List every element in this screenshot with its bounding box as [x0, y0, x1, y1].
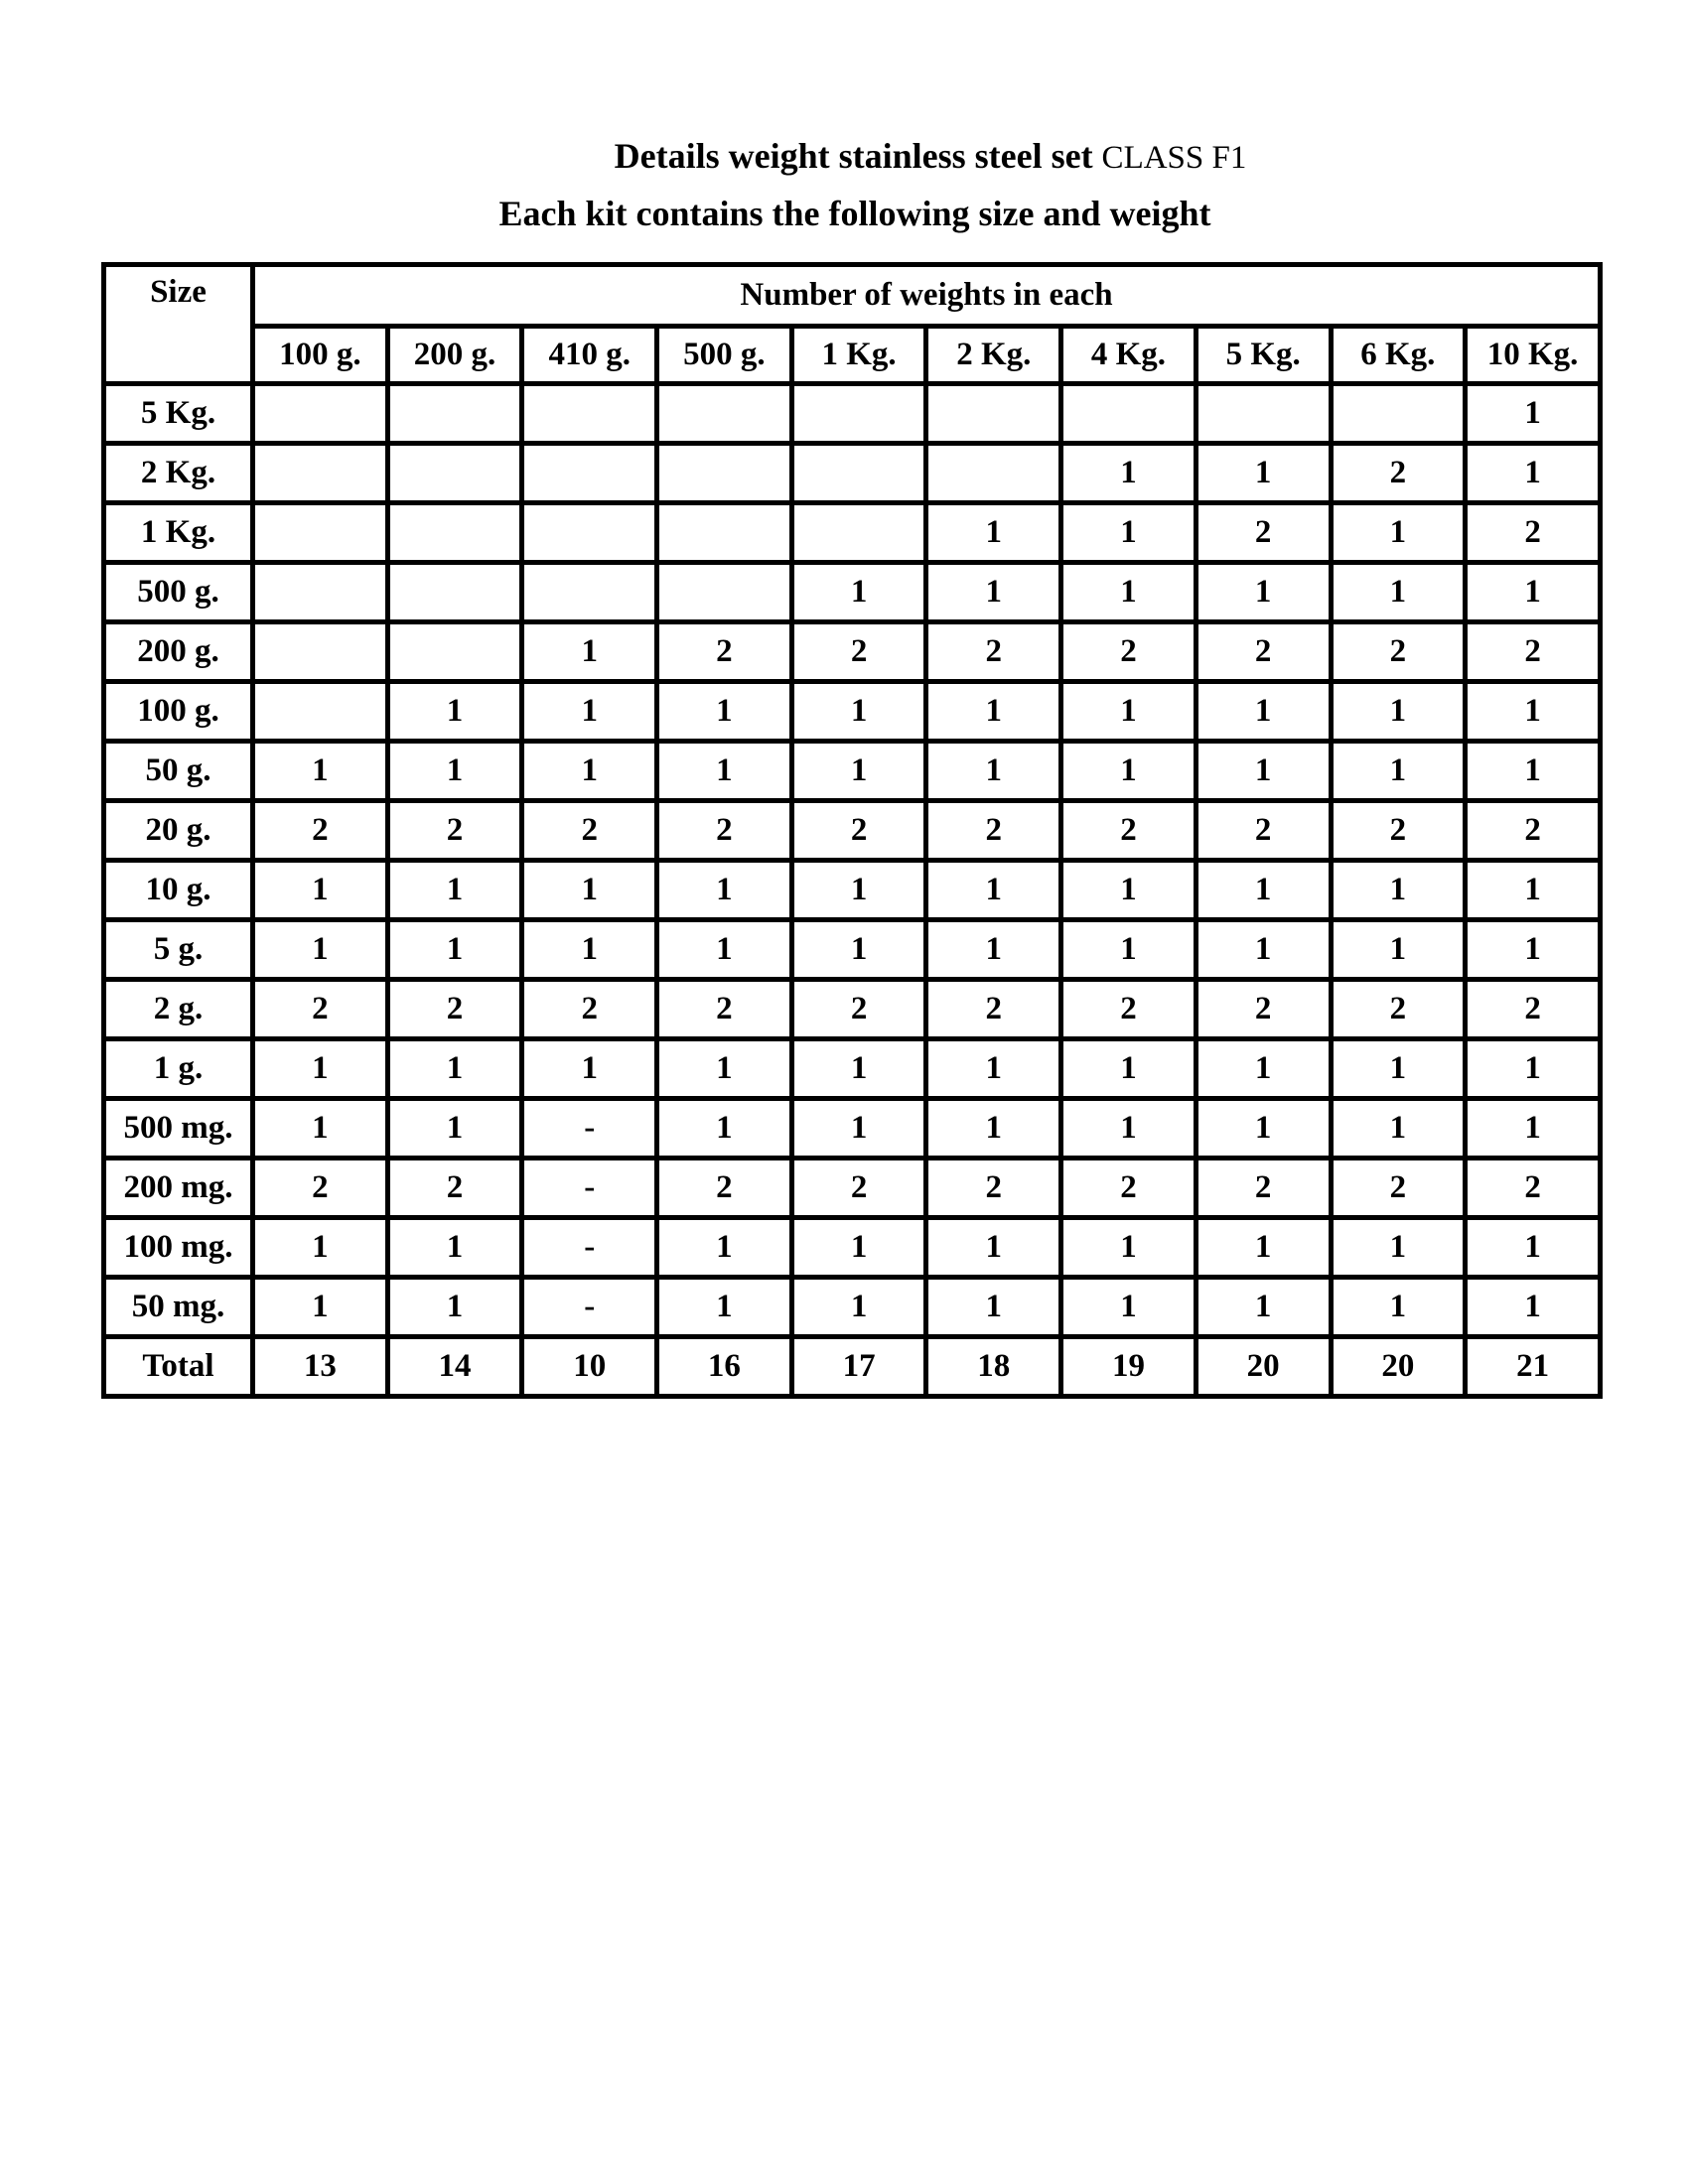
count-cell: 1	[1196, 861, 1331, 920]
row-label: 500 g.	[104, 563, 253, 622]
count-cell	[387, 563, 522, 622]
count-cell	[657, 384, 792, 444]
count-cell: 1	[657, 682, 792, 742]
count-cell: 1	[253, 920, 388, 980]
count-cell: 2	[1331, 444, 1466, 503]
table-row	[104, 622, 1601, 682]
count-cell	[791, 384, 926, 444]
total-label: Total	[104, 1337, 253, 1397]
count-cell: 1	[1196, 563, 1331, 622]
count-cell: 1	[657, 1099, 792, 1159]
count-cell	[522, 384, 657, 444]
count-cell: 1	[926, 1099, 1061, 1159]
count-cell: 1	[926, 742, 1061, 801]
table-row	[104, 920, 1601, 980]
count-cell: 1	[522, 622, 657, 682]
count-cell: 2	[791, 801, 926, 861]
table-body	[104, 384, 1601, 1397]
column-header-row	[104, 327, 1601, 384]
count-cell: 2	[1466, 980, 1601, 1039]
row-label: 100 mg.	[104, 1218, 253, 1278]
row-label: 1 g.	[104, 1039, 253, 1099]
count-cell: 1	[387, 742, 522, 801]
count-cell: 2	[387, 980, 522, 1039]
count-cell: 2	[1061, 622, 1196, 682]
count-cell: 1	[253, 742, 388, 801]
group-header: Number of weights in each	[253, 265, 1601, 327]
weights-table	[101, 262, 1603, 1399]
total-cell: 14	[387, 1337, 522, 1397]
column-header: 10 Kg.	[1466, 327, 1601, 384]
count-cell: 1	[1331, 1218, 1466, 1278]
document-subtitle: Each kit contains the following size and weight	[498, 194, 1211, 233]
count-cell: 2	[1331, 980, 1466, 1039]
count-cell: 1	[926, 1039, 1061, 1099]
count-cell: 1	[253, 1218, 388, 1278]
count-cell: 1	[387, 1099, 522, 1159]
count-cell: 2	[657, 1159, 792, 1218]
count-cell: 1	[926, 563, 1061, 622]
column-header: 2 Kg.	[926, 327, 1061, 384]
count-cell: 1	[1466, 1099, 1601, 1159]
size-corner-header: Size	[104, 265, 253, 384]
count-cell: 1	[253, 1099, 388, 1159]
count-cell: 1	[253, 861, 388, 920]
count-cell: 1	[1196, 682, 1331, 742]
count-cell: 1	[1466, 384, 1601, 444]
count-cell: 1	[1196, 1039, 1331, 1099]
row-label: 50 g.	[104, 742, 253, 801]
count-cell: 1	[1196, 1099, 1331, 1159]
row-label: 500 mg.	[104, 1099, 253, 1159]
column-header: 1 Kg.	[791, 327, 926, 384]
row-label: 2 Kg.	[104, 444, 253, 503]
total-cell: 21	[1466, 1337, 1601, 1397]
count-cell: 2	[1061, 980, 1196, 1039]
row-label: 1 Kg.	[104, 503, 253, 563]
count-cell: 1	[1061, 1218, 1196, 1278]
count-cell: 1	[1331, 920, 1466, 980]
count-cell: 2	[1196, 980, 1331, 1039]
count-cell: 1	[387, 1278, 522, 1337]
count-cell: 1	[1061, 920, 1196, 980]
column-header: 6 Kg.	[1331, 327, 1466, 384]
count-cell	[791, 503, 926, 563]
total-cell: 19	[1061, 1337, 1196, 1397]
count-cell: 1	[657, 861, 792, 920]
count-cell: 1	[926, 861, 1061, 920]
count-cell: 1	[522, 682, 657, 742]
count-cell: 1	[926, 1278, 1061, 1337]
count-cell: 1	[657, 920, 792, 980]
count-cell: 1	[1061, 503, 1196, 563]
total-cell: 18	[926, 1337, 1061, 1397]
column-header: 200 g.	[387, 327, 522, 384]
row-label: 100 g.	[104, 682, 253, 742]
count-cell: 1	[1466, 1218, 1601, 1278]
count-cell: 2	[1466, 622, 1601, 682]
count-cell: 2	[1061, 801, 1196, 861]
row-label: 10 g.	[104, 861, 253, 920]
count-cell: 1	[1331, 503, 1466, 563]
count-cell: 2	[1466, 801, 1601, 861]
count-cell: 2	[657, 622, 792, 682]
count-cell: 1	[926, 920, 1061, 980]
count-cell	[387, 622, 522, 682]
count-cell: 1	[1331, 1278, 1466, 1337]
count-cell: 1	[791, 742, 926, 801]
count-cell: 1	[1331, 563, 1466, 622]
count-cell: 1	[791, 920, 926, 980]
count-cell: 1	[791, 1039, 926, 1099]
count-cell	[657, 503, 792, 563]
count-cell	[522, 503, 657, 563]
count-cell: 1	[1061, 1099, 1196, 1159]
table-row	[104, 1039, 1601, 1099]
document-title	[615, 135, 1247, 177]
count-cell: 2	[253, 801, 388, 861]
count-cell: 1	[1061, 563, 1196, 622]
column-header: 5 Kg.	[1196, 327, 1331, 384]
count-cell: 1	[1466, 1278, 1601, 1337]
total-cell: 16	[657, 1337, 792, 1397]
count-cell: -	[522, 1099, 657, 1159]
column-header: 410 g.	[522, 327, 657, 384]
count-cell: 1	[1061, 861, 1196, 920]
count-cell: 1	[791, 861, 926, 920]
count-cell	[926, 444, 1061, 503]
count-cell: 1	[1061, 682, 1196, 742]
count-cell: 1	[387, 682, 522, 742]
count-cell: 1	[926, 682, 1061, 742]
count-cell: 2	[791, 622, 926, 682]
group-header-row	[104, 265, 1601, 327]
count-cell: 2	[1466, 503, 1601, 563]
table-row	[104, 801, 1601, 861]
count-cell: 2	[657, 980, 792, 1039]
count-cell: 2	[253, 1159, 388, 1218]
column-header: 100 g.	[253, 327, 388, 384]
count-cell: 1	[1196, 1218, 1331, 1278]
count-cell	[1061, 384, 1196, 444]
table-row	[104, 1218, 1601, 1278]
count-cell: 2	[791, 1159, 926, 1218]
count-cell	[657, 444, 792, 503]
count-cell: 2	[926, 1159, 1061, 1218]
column-header: 500 g.	[657, 327, 792, 384]
table-header	[104, 265, 1601, 384]
count-cell: -	[522, 1218, 657, 1278]
count-cell: 1	[387, 920, 522, 980]
count-cell	[387, 384, 522, 444]
count-cell: -	[522, 1278, 657, 1337]
count-cell: 1	[387, 1218, 522, 1278]
count-cell: 2	[1196, 622, 1331, 682]
count-cell: 2	[1061, 1159, 1196, 1218]
count-cell: 1	[522, 920, 657, 980]
count-cell: 1	[657, 1039, 792, 1099]
count-cell: 1	[253, 1278, 388, 1337]
count-cell	[1196, 384, 1331, 444]
table-row	[104, 563, 1601, 622]
count-cell: 2	[926, 980, 1061, 1039]
count-cell	[791, 444, 926, 503]
count-cell: 1	[387, 1039, 522, 1099]
table-row	[104, 1278, 1601, 1337]
count-cell	[522, 444, 657, 503]
count-cell: 2	[1196, 1159, 1331, 1218]
count-cell: 2	[1196, 801, 1331, 861]
row-label: 50 mg.	[104, 1278, 253, 1337]
count-cell: 1	[522, 742, 657, 801]
count-cell: 1	[1466, 563, 1601, 622]
count-cell: 1	[522, 1039, 657, 1099]
title-class-suffix: CLASS F1	[1101, 140, 1247, 176]
count-cell	[253, 563, 388, 622]
count-cell	[926, 384, 1061, 444]
count-cell	[253, 444, 388, 503]
count-cell: 1	[1061, 1039, 1196, 1099]
table-row	[104, 444, 1601, 503]
total-row	[104, 1337, 1601, 1397]
count-cell: 2	[1331, 801, 1466, 861]
count-cell: 1	[1466, 920, 1601, 980]
count-cell: 2	[387, 1159, 522, 1218]
total-cell: 13	[253, 1337, 388, 1397]
count-cell	[522, 563, 657, 622]
count-cell	[253, 682, 388, 742]
count-cell: 1	[1331, 1099, 1466, 1159]
count-cell	[253, 622, 388, 682]
row-label: 20 g.	[104, 801, 253, 861]
count-cell: 1	[1061, 1278, 1196, 1337]
row-label: 200 g.	[104, 622, 253, 682]
count-cell: 2	[522, 801, 657, 861]
count-cell: 1	[522, 861, 657, 920]
count-cell: 1	[1331, 682, 1466, 742]
count-cell: 1	[926, 1218, 1061, 1278]
count-cell: 2	[522, 980, 657, 1039]
count-cell: 1	[1466, 742, 1601, 801]
count-cell: 1	[1196, 1278, 1331, 1337]
count-cell	[253, 384, 388, 444]
table-row	[104, 1159, 1601, 1218]
count-cell: 2	[926, 622, 1061, 682]
count-cell: 2	[926, 801, 1061, 861]
count-cell: 1	[791, 1099, 926, 1159]
table-row	[104, 682, 1601, 742]
column-header: 4 Kg.	[1061, 327, 1196, 384]
count-cell	[387, 503, 522, 563]
count-cell	[253, 503, 388, 563]
count-cell: 1	[253, 1039, 388, 1099]
count-cell: 2	[387, 801, 522, 861]
row-label: 5 Kg.	[104, 384, 253, 444]
table-row	[104, 861, 1601, 920]
count-cell: 1	[791, 1278, 926, 1337]
count-cell: 1	[1466, 444, 1601, 503]
count-cell: 1	[926, 503, 1061, 563]
total-cell: 10	[522, 1337, 657, 1397]
row-label: 2 g.	[104, 980, 253, 1039]
count-cell: 2	[657, 801, 792, 861]
total-cell: 17	[791, 1337, 926, 1397]
count-cell: -	[522, 1159, 657, 1218]
count-cell: 2	[1331, 622, 1466, 682]
count-cell: 1	[1331, 1039, 1466, 1099]
count-cell: 1	[1196, 920, 1331, 980]
count-cell: 1	[657, 1278, 792, 1337]
count-cell: 1	[1466, 861, 1601, 920]
count-cell: 1	[1466, 1039, 1601, 1099]
count-cell: 1	[1466, 682, 1601, 742]
count-cell: 1	[657, 1218, 792, 1278]
count-cell: 1	[791, 682, 926, 742]
count-cell: 1	[1331, 861, 1466, 920]
count-cell: 1	[1331, 742, 1466, 801]
count-cell: 1	[1061, 444, 1196, 503]
count-cell	[387, 444, 522, 503]
count-cell: 1	[387, 861, 522, 920]
title-main: Details weight stainless steel set	[614, 136, 1093, 176]
count-cell: 1	[1196, 444, 1331, 503]
row-label: 200 mg.	[104, 1159, 253, 1218]
table-row	[104, 742, 1601, 801]
count-cell: 1	[1196, 742, 1331, 801]
table-row	[104, 1099, 1601, 1159]
count-cell: 2	[253, 980, 388, 1039]
count-cell: 2	[1466, 1159, 1601, 1218]
count-cell	[1331, 384, 1466, 444]
count-cell: 1	[791, 563, 926, 622]
total-cell: 20	[1331, 1337, 1466, 1397]
table-row	[104, 503, 1601, 563]
count-cell: 1	[657, 742, 792, 801]
row-label: 5 g.	[104, 920, 253, 980]
count-cell: 2	[1196, 503, 1331, 563]
count-cell: 1	[791, 1218, 926, 1278]
count-cell: 2	[1331, 1159, 1466, 1218]
count-cell	[657, 563, 792, 622]
total-cell: 20	[1196, 1337, 1331, 1397]
count-cell: 1	[1061, 742, 1196, 801]
table-row	[104, 980, 1601, 1039]
count-cell: 2	[791, 980, 926, 1039]
table-row	[104, 384, 1601, 444]
